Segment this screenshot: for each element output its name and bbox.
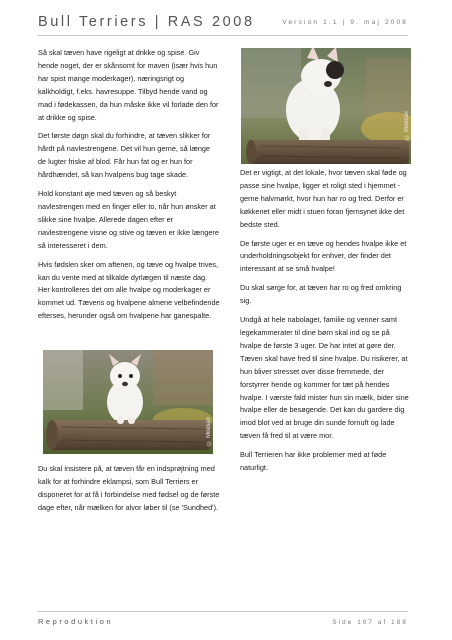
paragraph: Det første døgn skal du forhindre, at tæven slikker for hårdt på navlestrengene. Det vil hun gerne, så længe de lugter friske af blod. Får hun fat og er hun for hårdhændet, så kan hvalpens bug tage skade. bbox=[38, 131, 211, 180]
paragraph: Hvis fødslen sker om aftenen, og tæve og hvalpe trives, kan du vente med at tilkalde dyrlægen til næste dag. Her kontrolleres det om alle hvalpe og moderkager er kommet ud. Tævens og hvalpene almene velbefindende efterses, herunder også om hvalpene har ganespalte. bbox=[38, 259, 220, 321]
left-column-text bbox=[38, 47, 220, 329]
document-title: Bull Terriers | RAS 2008 bbox=[38, 14, 255, 30]
puppy-photo-1 bbox=[241, 48, 411, 164]
photo-credit: © Moesax bbox=[206, 417, 212, 446]
paragraph: Hold konstant øje med tæven og så beskyt navlestrengen med en finger eller to, når hun ønsker at slikke sine hvalpe. Allerede dagen efter er navlestrengene visne og stive og tæven er ikke længere så interesseret i dem. bbox=[38, 189, 219, 250]
paragraph: Du skal insistere på, at tæven får en indsprøjtning med kalk for at forhindre eklampsi, som Bull Terriers er disponeret for at få i forbindelse med fødsel og de første dage efter, når mælken for alvor løber til (se 'Sundhed'). bbox=[38, 464, 220, 512]
section-name: Reproduktion bbox=[38, 617, 114, 626]
paragraph: Så skal tæven have rigeligt at drikke og spise. Giv hende noget, der er skånsomt for maven (især hvis hun har spist mange moderkager), næringsrigt og kalkholdigt, f.eks. havresuppe. Tilbyd hende vand og mad i fødekassen, da hun måske ikke vil forlade den for at drikke og spise. bbox=[38, 48, 219, 122]
paragraph: Du skal sørge for, at tæven har ro og fred omkring sig. bbox=[240, 283, 402, 306]
left-column-text-bottom bbox=[38, 463, 220, 521]
header-divider bbox=[38, 35, 408, 36]
document-version: Version 1.1 | 9. maj 2008 bbox=[282, 19, 408, 26]
puppy-photo-2 bbox=[43, 350, 213, 454]
footer-divider bbox=[38, 611, 408, 612]
paragraph: Bull Terrieren har ikke problemer med at føde naturligt. bbox=[240, 450, 387, 473]
paragraph: Det er vigtigt, at det lokale, hvor tæven skal føde og passe sine hvalpe, ligger et roligt sted i hjemmet - gerne halvmørkt, hvor hun har ro og fred. Derfor er køkkenet eller midt i stuen foran fjernsynet ikke det bedste sted. bbox=[240, 168, 407, 229]
page-number: Side 107 af 188 bbox=[332, 619, 408, 626]
paragraph: De første uger er en tæve og hendes hvalpe ikke et underholdningsobjekt for enhver, der finder det interessant at se små hvalpe! bbox=[240, 238, 407, 274]
right-column-text bbox=[240, 167, 410, 481]
paragraph: Undgå at hele nabolaget, familie og venner samt legekammerater til dine børn skal ind og se på hvalpe de første 3 uger. De har intet at gøre der. Tæven skal have fred til sine hvalpe. Du risikerer, at hun bliver stresset over disse fremmede, der forstyrrer hende og kommer for tæt på hendes hvalpe. I værste fald mister hun sin mælk, bider sine hvalpe eller de besøgende. Det kan du gardere dig imod blot ved at bruge din sunde fornuft og lade tæven få fred til at være mor. bbox=[240, 315, 409, 441]
photo-credit: © Moesax bbox=[404, 111, 410, 140]
